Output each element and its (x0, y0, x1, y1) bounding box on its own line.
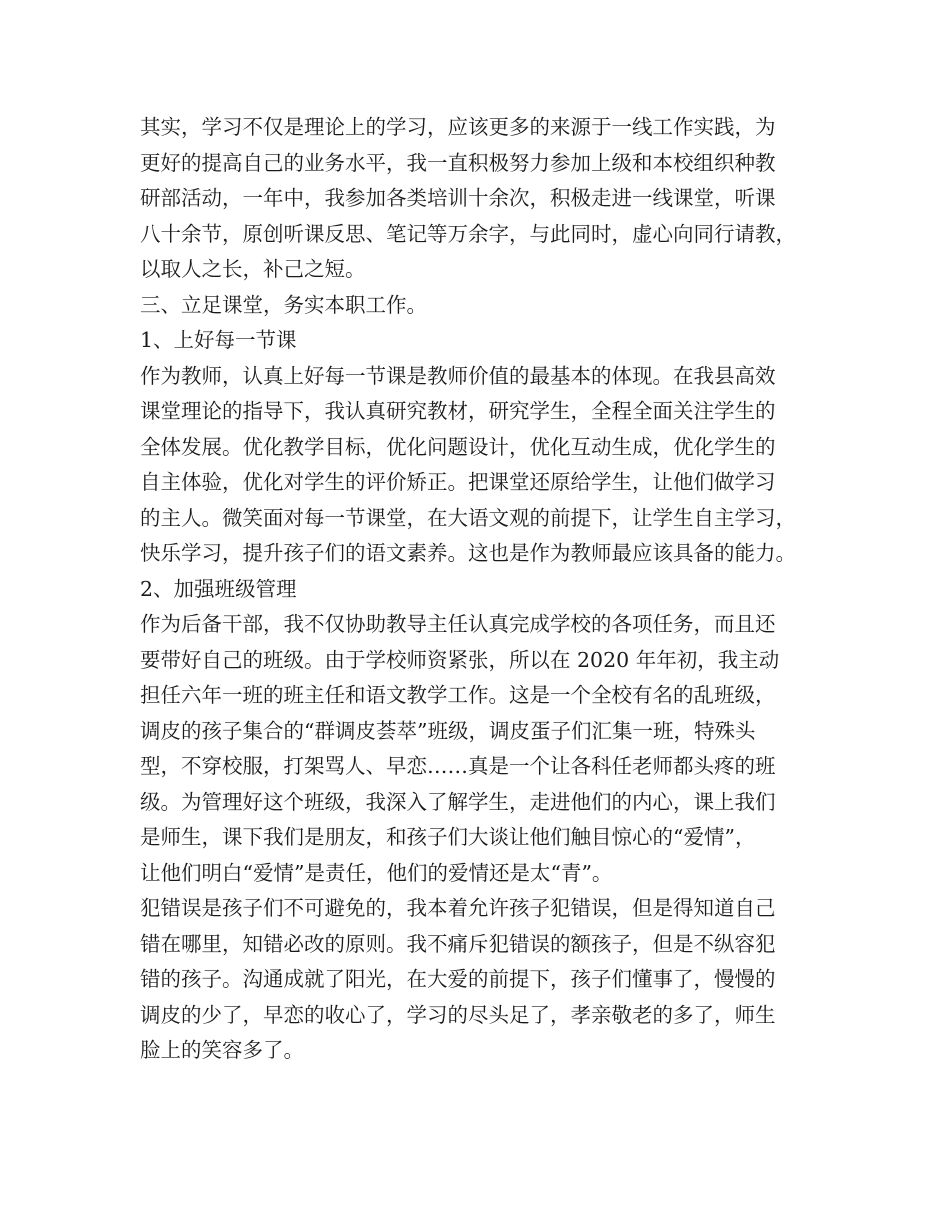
text-line: 脸上的笑容多了。 (140, 1038, 304, 1062)
section-heading: 三、立足课堂，务实本职工作。 (140, 292, 427, 317)
text-line: 课堂理论的指导下，我认真研究教材，研究学生，全程全面关注学生的 (140, 399, 776, 423)
text-line: 错的孩子。沟通成就了阳光，在大爱的前提下，孩子们懂事了，慢慢的 (140, 967, 776, 991)
text-line: 要带好自己的班级。由于学校师资紧张，所以在 2020 年年初，我主动 (140, 647, 780, 672)
text-line: 更好的提高自己的业务水平，我一直积极努力参加上级和本校组织种教 (140, 150, 776, 175)
text-line: 是师生，课下我们是朋友，和孩子们大谈让他们触目惊心的“爱情”， (140, 825, 756, 849)
text-line: 作为后备干部，我不仅协助教导主任认真完成学校的各项任务，而且还 (140, 612, 776, 636)
text-line: 让他们明白“爱情”是责任，他们的爱情还是太“青”。 (140, 860, 613, 885)
text-line: 型，不穿校服，打架骂人、早恋……真是一个让各科任老师都头疼的班 (140, 754, 776, 778)
text-line: 研部活动，一年中，我参加各类培训十余次，积极走进一线课堂，听课 (140, 186, 776, 210)
text-line: 作为教师，认真上好每一节课是教师价值的最基本的体现。在我县高效 (140, 363, 776, 388)
text-line: 调皮的孩子集合的“群调皮荟萃”班级，调皮蛋子们汇集一班，特殊头 (140, 718, 756, 743)
text-line: 全体发展。优化教学目标，优化问题设计，优化互动生成，优化学生的 (140, 434, 776, 459)
text-line: 八十余节，原创听课反思、笔记等万余字，与此同时，虚心向同行请教， (140, 221, 796, 246)
text-line: 错在哪里，知错必改的原则。我不痛斥犯错误的额孩子，但是不纵容犯 (140, 931, 776, 956)
text-line: 犯错误是孩子们不可避免的，我本着允许孩子犯错误，但是得知道自己 (140, 896, 776, 920)
text-line: 的主人。微笑面对每一节课堂，在大语文观的前提下，让学生自主学习， (140, 505, 796, 530)
text-line: 级。为管理好这个班级，我深入了解学生，走进他们的内心，课上我们 (140, 789, 776, 814)
subsection-heading: 2、加强班级管理 (140, 576, 297, 601)
subsection-heading: 1、上好每一节课 (140, 328, 297, 352)
text-line: 以取人之长，补己之短。 (140, 257, 366, 281)
document-body (140, 110, 840, 1069)
text-line: 快乐学习，提升孩子们的语文素养。这也是作为教师最应该具备的能力。 (140, 541, 796, 565)
text-line: 自主体验，优化对学生的评价矫正。把课堂还原给学生，让他们做学习 (140, 470, 776, 494)
text-line: 担任六年一班的班主任和语文教学工作。这是一个全校有名的乱班级， (140, 683, 776, 707)
text-line: 调皮的少了，早恋的收心了，学习的尽头足了，孝亲敬老的多了，师生 (140, 1002, 776, 1027)
text-line: 其实，学习不仅是理论上的学习，应该更多的来源于一线工作实践，为 (140, 115, 776, 139)
